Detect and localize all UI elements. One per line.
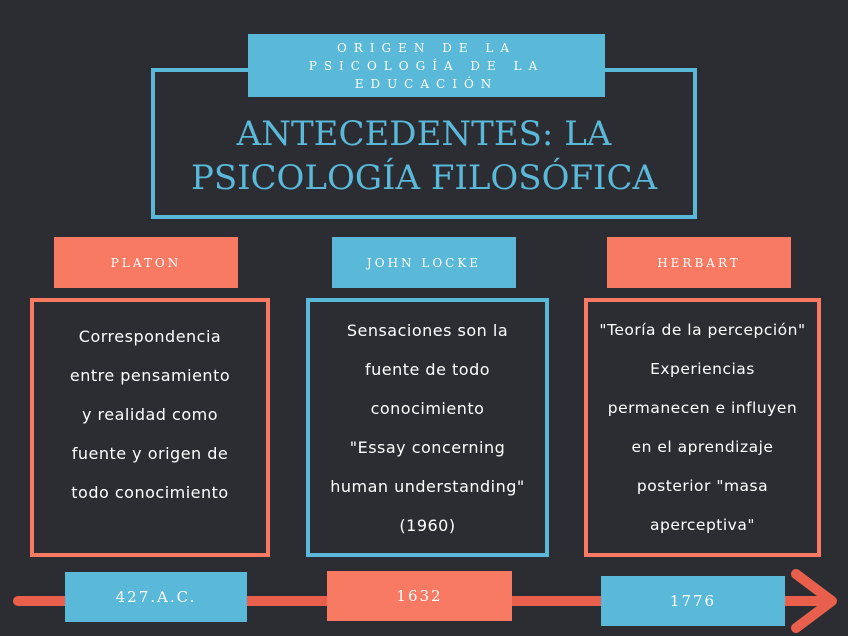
locke-line-5: human understanding" xyxy=(330,476,525,496)
herbart-tag xyxy=(607,237,791,288)
date-tag-herbart xyxy=(601,576,785,626)
herbart-line-2: Experiencias xyxy=(650,359,755,378)
locke-label: JOHN LOCKE xyxy=(366,255,482,270)
date-tag-platon xyxy=(65,572,247,622)
subtitle-banner xyxy=(248,34,605,97)
herbart-description-box xyxy=(584,298,821,557)
subtitle-text: ORIGEN DE LA PSICOLOGÍA DE LA EDUCACIÓN xyxy=(308,40,545,91)
platon-line-4: fuente y origen de xyxy=(71,444,229,463)
locke-line-6: (1960) xyxy=(399,515,456,535)
locke-line-3: conocimiento xyxy=(370,398,485,418)
locke-description-box xyxy=(306,298,549,557)
herbart-line-3: permanecen e influyen xyxy=(607,398,798,417)
main-title-line-2: PSICOLOGÍA FILOSÓFICA xyxy=(190,158,658,198)
herbart-label: HERBART xyxy=(657,255,741,270)
platon-description-box xyxy=(30,298,270,557)
date-platon: 427.A.C. xyxy=(115,588,197,606)
herbart-line-4: en el aprendizaje xyxy=(631,437,774,456)
platon-line-1: Correspondencia xyxy=(78,327,222,346)
herbart-line-5: posterior "masa xyxy=(636,476,769,495)
herbart-line-1: "Teoría de la percepción" xyxy=(599,320,806,339)
date-tag-locke xyxy=(327,571,512,621)
date-locke: 1632 xyxy=(396,587,443,605)
platon-line-3: y realidad como xyxy=(82,405,218,424)
locke-line-2: fuente de todo xyxy=(364,359,491,379)
platon-line-5: todo conocimiento xyxy=(71,483,229,502)
locke-line-4: "Essay concerning xyxy=(349,437,506,457)
locke-line-1: Sensaciones son la xyxy=(346,320,509,340)
platon-label: PLATON xyxy=(110,255,182,270)
date-herbart: 1776 xyxy=(669,592,717,610)
herbart-line-6: aperceptiva" xyxy=(650,515,755,534)
main-title xyxy=(160,112,688,202)
platon-tag xyxy=(54,237,238,288)
main-title-line-1: ANTECEDENTES: LA xyxy=(236,114,612,154)
locke-tag xyxy=(332,237,516,288)
platon-line-2: entre pensamiento xyxy=(69,366,231,385)
